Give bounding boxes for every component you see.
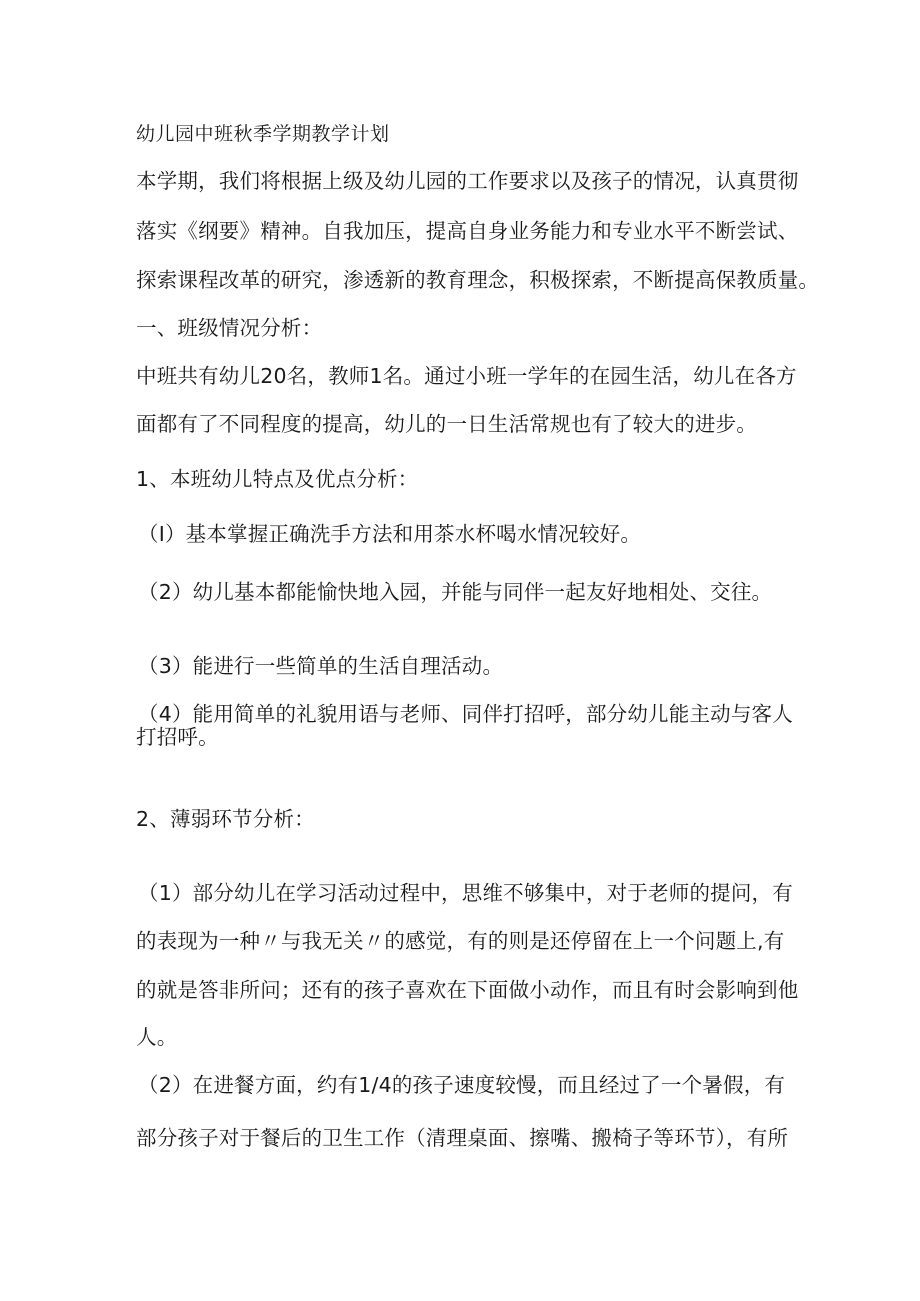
section1-heading: 一、班级情况分析： [136, 316, 323, 340]
section1-line-2: 面都有了不同程度的提高，幼儿的一日生活常规也有了较大的进步。 [136, 412, 757, 436]
intro-line-1: 本学期，我们将根据上级及幼儿园的工作要求以及孩子的情况，认真贯彻 [136, 169, 799, 193]
section1-line-1: 中班共有幼儿20名，教师1名。通过小班一学年的在园生活，幼儿在各方 [136, 364, 797, 388]
weakness-line-1: （1）部分幼儿在学习活动过程中，思维不够集中，对于老师的提问，有 [138, 881, 793, 905]
strength-item-2: （2）幼儿基本都能愉快地入园，并能与同伴一起友好地相处、交往。 [138, 580, 773, 604]
intro-line-3: 探索课程改革的研究，渗透新的教育理念，积极探索，不断提高保教质量。 [136, 268, 820, 292]
intro-line-2: 落实《纲要》精神。自我加压，提高自身业务能力和专业水平不断尝试、 [136, 219, 799, 243]
weakness-line-5: （2）在进餐方面，约有1/4的孩子速度较慢，而且经过了一个暑假，有 [138, 1073, 786, 1097]
strength-item-3: （3）能进行一些简单的生活自理活动。 [138, 654, 504, 678]
strength-item-1: （I）基本掌握正确洗手方法和用茶水杯喝水情况较好。 [138, 522, 642, 546]
sub2-heading: 2、薄弱环节分析： [136, 807, 315, 831]
document-title: 幼儿园中班秋季学期教学计划 [136, 123, 390, 145]
strength-item-4: （4）能用简单的礼貌用语与老师、同伴打招呼，部分幼儿能主动与客人 [138, 702, 793, 726]
weakness-line-6: 部分孩子对于餐后的卫生工作（清理桌面、擦嘴、搬椅子等环节），有所 [136, 1126, 789, 1150]
weakness-line-3: 的就是答非所问；还有的孩子喜欢在下面做小动作，而且有时会影响到他 [136, 978, 799, 1002]
weakness-line-2: 的表现为一种〃与我无关〃的感觉，有的则是还停留在上一个问题上,有 [136, 929, 785, 953]
weakness-line-4: 人。 [136, 1025, 178, 1049]
sub1-heading: 1、本班幼儿特点及优点分析： [136, 467, 419, 491]
strength-item-4-cont: 打招呼。 [136, 725, 219, 749]
